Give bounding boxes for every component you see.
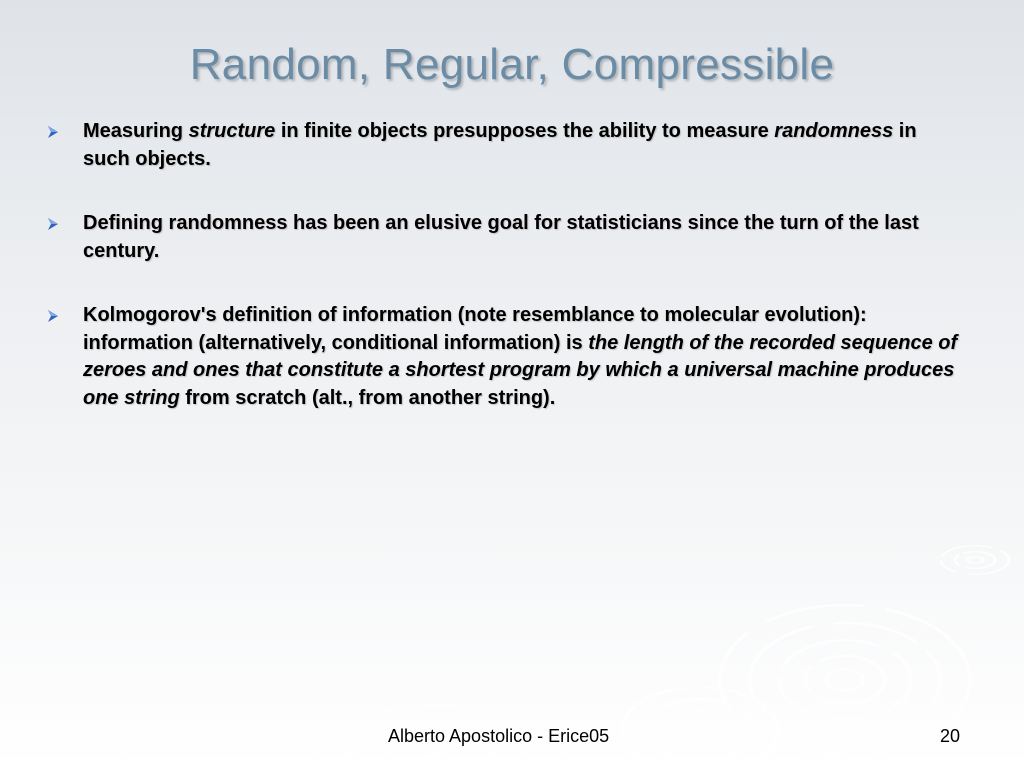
bullet-list <box>46 118 966 449</box>
bullet-text-segment: Kolmogorov's definition of information (note resemblance to molecular evolution): information (alternatively, conditional information) is <box>83 304 867 354</box>
bullet-item <box>46 302 966 412</box>
bullet-text-segment: in such objects. <box>83 120 917 170</box>
bullet-text-segment: from scratch (alt., from another string). <box>179 386 556 409</box>
arrow-bullet-icon <box>46 217 60 231</box>
page-number: 20 <box>940 726 961 746</box>
bullet-text-emphasis: randomness <box>774 120 894 142</box>
bullet-text-segment: Measuring <box>83 120 189 142</box>
footer-author: Alberto Apostolico - Erice05 <box>388 726 610 746</box>
bullet-text-segment: Defining randomness has been an elusive goal for statisticians since the turn of the last century. <box>83 212 919 262</box>
arrow-bullet-icon <box>46 309 60 323</box>
slide-title: Random, Regular, Compressible <box>189 40 835 89</box>
bullet-text-emphasis: the length of the recorded sequence of zeroes and ones that constitute a shortest program by which a universal machine produces one string <box>83 331 958 409</box>
bullet-item <box>46 118 966 173</box>
bullet-text-emphasis: structure <box>188 120 276 142</box>
bullet-item <box>46 210 966 265</box>
arrow-bullet-icon <box>46 125 60 139</box>
bullet-text-segment: in finite objects presupposes the ability to measure <box>275 120 775 142</box>
